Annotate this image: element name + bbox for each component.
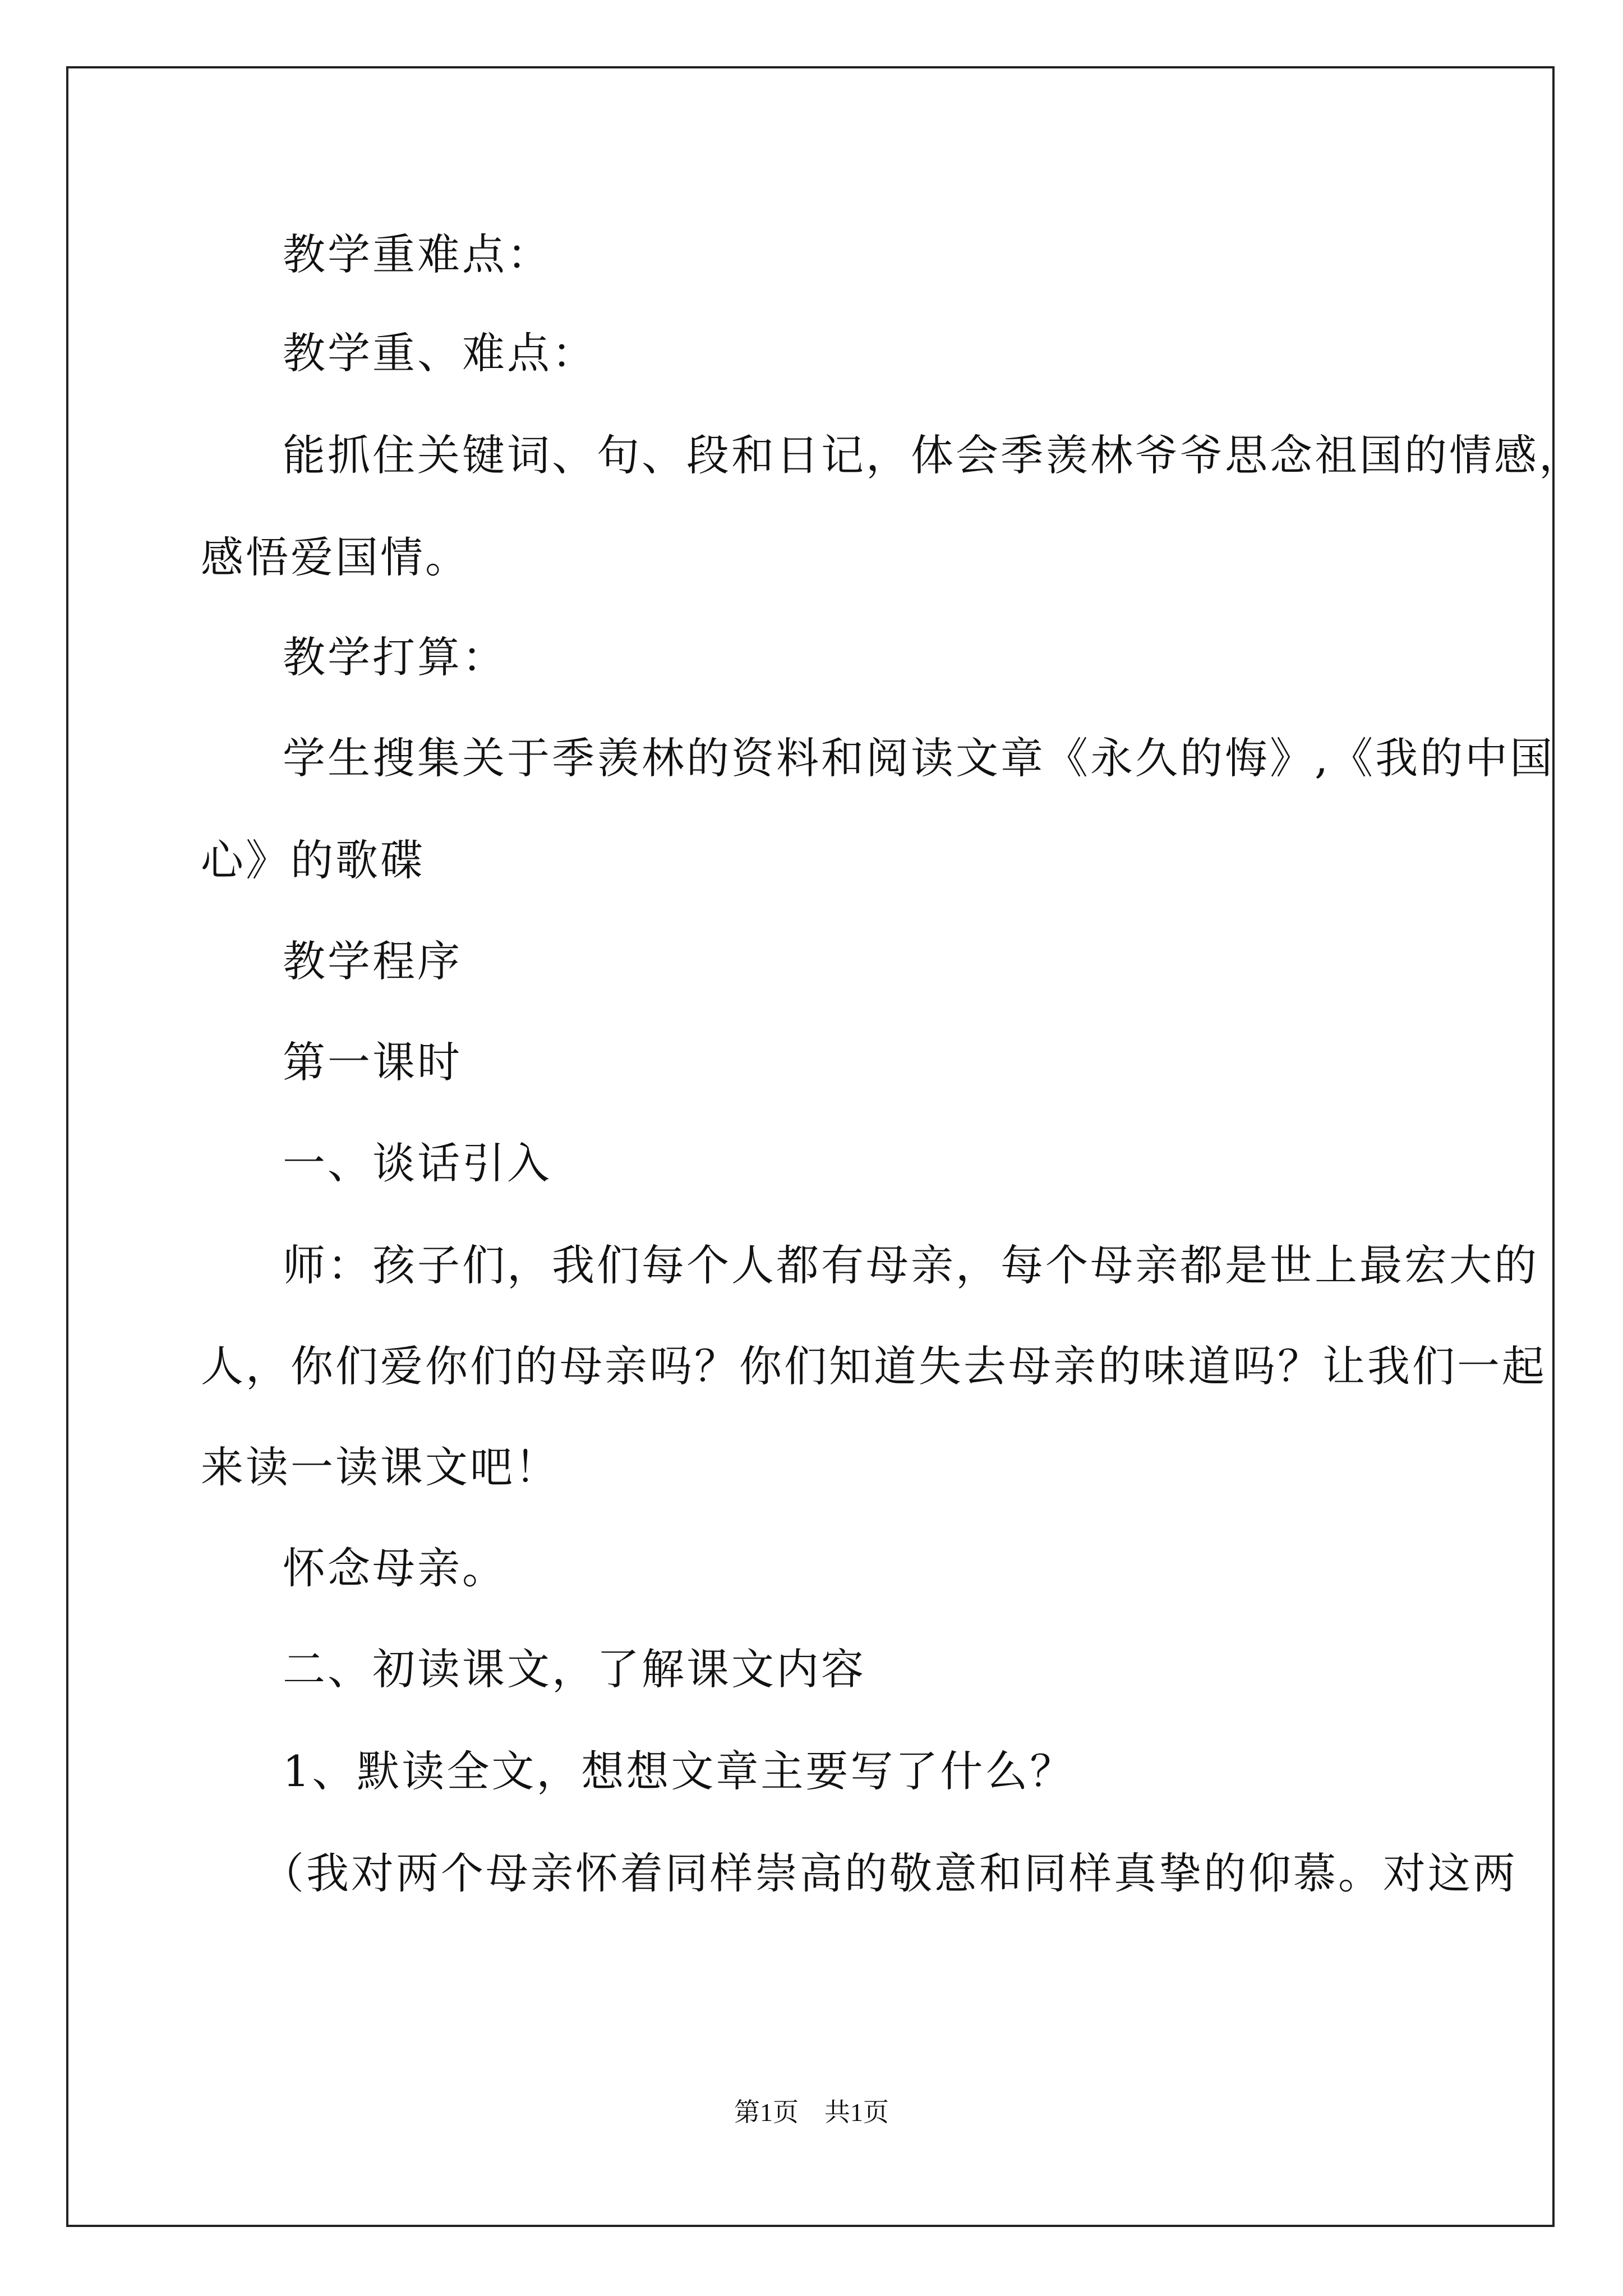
heading-procedure: 教学程序 (283, 936, 462, 986)
heading-key-points: 教学重难点： (283, 229, 552, 279)
subheading-key-points: 教学重、难点： (283, 328, 597, 378)
heading-preparation: 教学打算： (283, 632, 507, 682)
paragraph-line: 感悟爱国情。 (201, 532, 470, 582)
paragraph-line: 怀念母亲。 (283, 1543, 507, 1593)
paragraph-line: 来读一读课文吧！ (201, 1442, 560, 1492)
paragraph-line: 能抓住关键词、句、段和日记，体会季羡林爷爷思念祖国的情感， (283, 430, 1584, 480)
paragraph-line: 师：孩子们，我们每个人都有母亲，每个母亲都是世上最宏大的 (283, 1240, 1539, 1290)
section-heading-reading: 二、初读课文，了解课文内容 (283, 1644, 866, 1694)
list-item: 1、默读全文，想想文章主要写了什么？ (283, 1746, 1075, 1796)
paragraph-line: 心》的歌碟 (201, 835, 425, 885)
paragraph-line: 人，你们爱你们的母亲吗？你们知道失去母亲的味道吗？让我们一起 (201, 1341, 1547, 1391)
paragraph-line: 学生搜集关于季羡林的资料和阅读文章《永久的悔》,《我的中国 (283, 733, 1555, 783)
page-number-footer: 第1页 共1页 (734, 2098, 889, 2127)
paragraph-line: （我对两个母亲怀着同样崇高的敬意和同样真挚的仰慕。对这两 (261, 1848, 1518, 1898)
heading-first-lesson: 第一课时 (283, 1037, 462, 1087)
section-heading-intro: 一、谈话引入 (283, 1138, 552, 1188)
